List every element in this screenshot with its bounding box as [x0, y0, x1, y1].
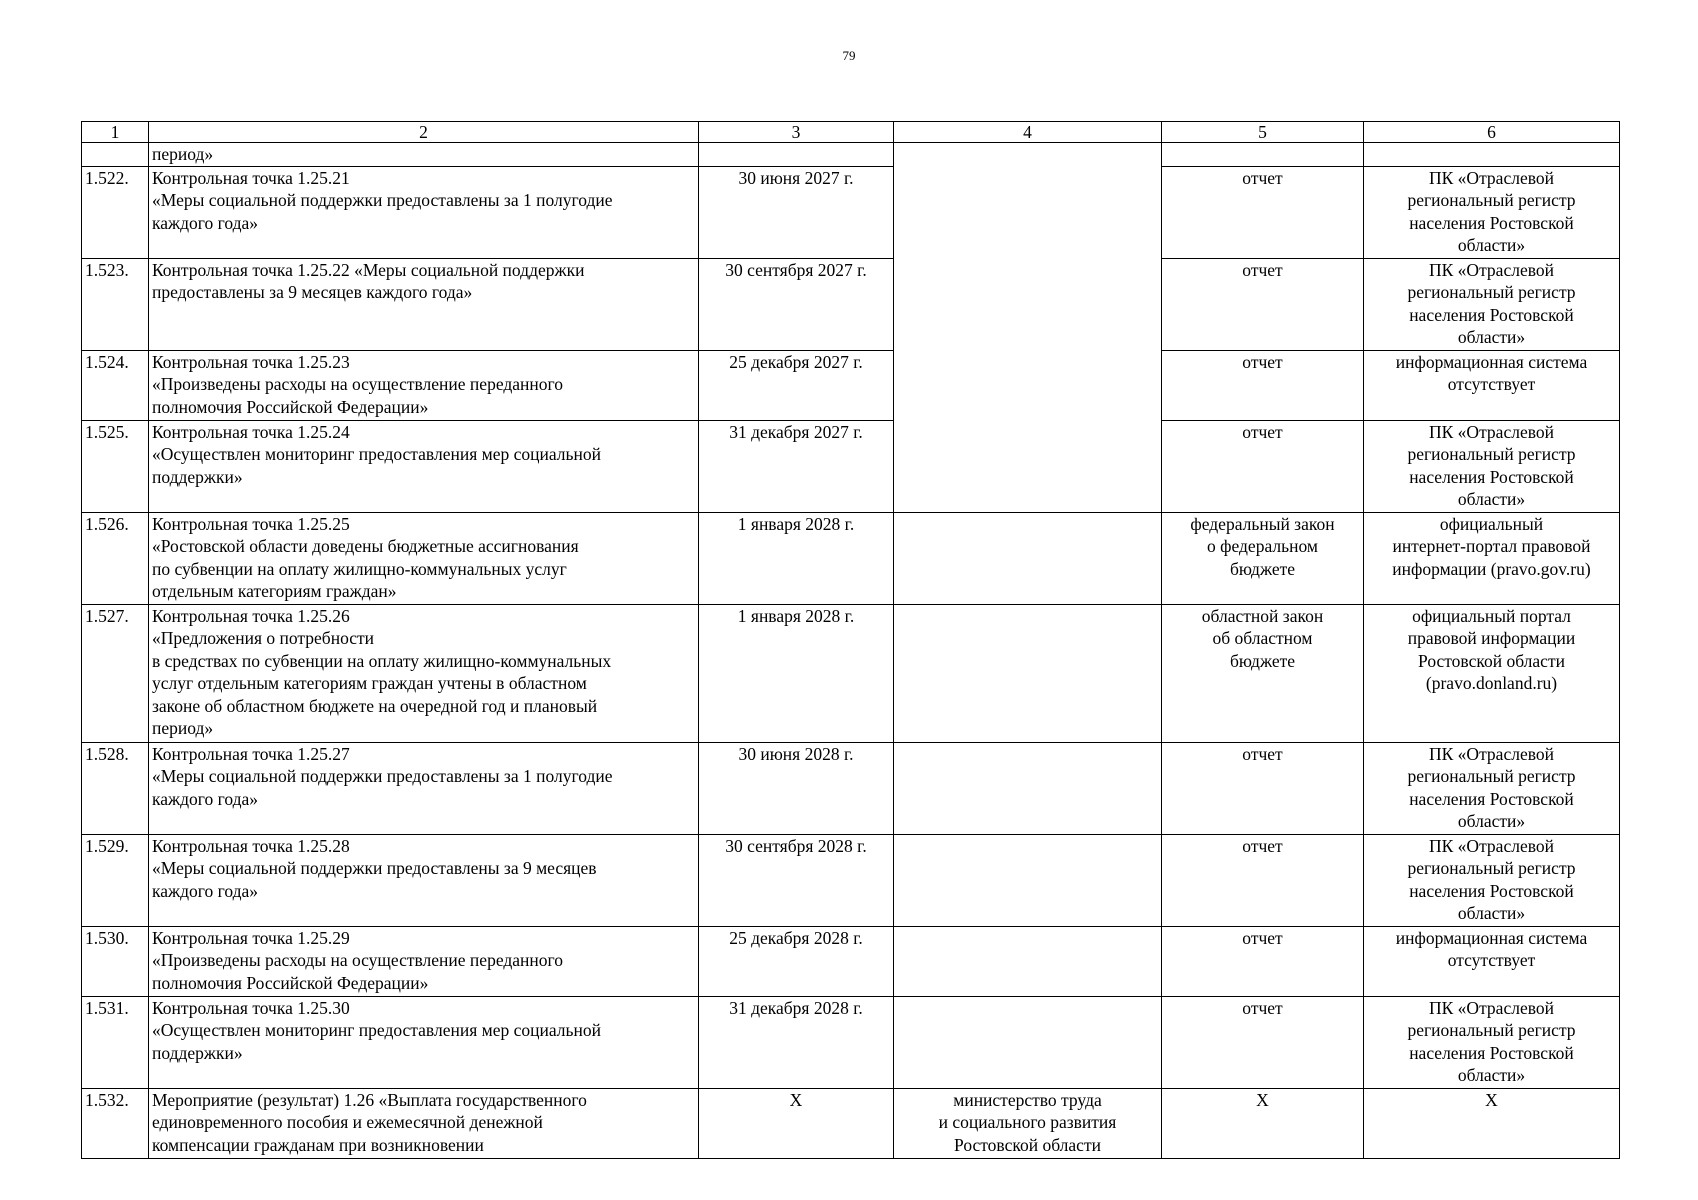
- info-system-cell-line: региональный регистр: [1407, 282, 1576, 302]
- document-cell: [1162, 166, 1364, 258]
- responsible-cell-line: Ростовской области: [954, 1134, 1101, 1155]
- description-cell-line: «Произведены расходы на осуществление переданного: [152, 950, 563, 970]
- info-system-cell-line: (pravo.donland.ru): [1425, 673, 1558, 693]
- responsible-cell-line: министерство труда: [953, 1089, 1102, 1110]
- description-cell: [149, 996, 699, 1088]
- description-cell: [149, 166, 699, 258]
- description-cell-line: Контрольная точка 1.25.21: [152, 167, 350, 188]
- document-cell-line: отчет: [1242, 835, 1283, 856]
- info-system-cell-line: информационная система: [1395, 927, 1588, 948]
- date-cell: 30 сентября 2027 г.: [699, 258, 894, 350]
- description-cell-line: «Меры социальной поддержки предоставлены за 9 месяцев: [152, 858, 597, 878]
- date-cell: [699, 143, 894, 167]
- row-number-cell: 1.522.: [82, 166, 149, 258]
- description-cell-line: полномочия Российской Федерации»: [152, 972, 429, 993]
- info-system-cell: [1364, 926, 1620, 996]
- info-system-cell-line: правовой информации: [1407, 628, 1576, 648]
- info-system-cell-line: области»: [1457, 811, 1526, 831]
- description-cell-line: «Ростовской области доведены бюджетные ассигнования: [152, 536, 579, 556]
- info-system-cell-line: интернет-портал правовой: [1392, 536, 1591, 556]
- description-cell: [149, 742, 699, 834]
- plan-table: [81, 121, 1620, 1159]
- responsible-cell: [894, 604, 1162, 742]
- date-cell: 31 декабря 2028 г.: [699, 996, 894, 1088]
- info-system-cell-line: ПК «Отраслевой: [1429, 997, 1554, 1018]
- date-cell: X: [699, 1088, 894, 1158]
- description-cell-line: Контрольная точка 1.25.24: [152, 421, 350, 442]
- table-row: [82, 926, 1620, 996]
- description-cell: [149, 420, 699, 512]
- info-system-cell-line: области»: [1457, 235, 1526, 255]
- description-cell-line: «Меры социальной поддержки предоставлены за 1 полугодие: [152, 766, 613, 786]
- info-system-cell-line: ПК «Отраслевой: [1429, 167, 1554, 188]
- info-system-cell: [1364, 742, 1620, 834]
- document-cell-line: отчет: [1242, 351, 1283, 372]
- document-cell-line: отчет: [1242, 421, 1283, 442]
- info-system-cell-line: населения Ростовской: [1409, 212, 1574, 233]
- responsible-cell: [894, 1088, 1162, 1158]
- row-number-cell: 1.529.: [82, 834, 149, 926]
- description-cell-line: отдельным категориям граждан»: [152, 581, 397, 601]
- description-cell: [149, 143, 699, 167]
- document-cell-line: отчет: [1242, 927, 1283, 948]
- info-system-cell: [1364, 143, 1620, 167]
- document-cell: [1162, 834, 1364, 926]
- header-col-1: 1: [82, 122, 149, 143]
- document-cell-line: бюджете: [1229, 558, 1296, 579]
- info-system-cell-line: населения Ростовской: [1409, 1042, 1574, 1063]
- info-system-cell: [1364, 1088, 1620, 1158]
- document-cell: [1162, 350, 1364, 420]
- description-cell-line: Мероприятие (результат) 1.26 «Выплата государственного: [152, 1089, 587, 1110]
- row-number-cell: 1.531.: [82, 996, 149, 1088]
- info-system-cell: [1364, 996, 1620, 1088]
- document-cell-line: отчет: [1242, 167, 1283, 188]
- row-number-cell: 1.526.: [82, 512, 149, 604]
- date-cell: 30 июня 2028 г.: [699, 742, 894, 834]
- table-row: [82, 1088, 1620, 1158]
- info-system-cell-line: региональный регистр: [1407, 190, 1576, 210]
- description-cell-line: Контрольная точка 1.25.28: [152, 835, 350, 856]
- description-cell-line: каждого года»: [152, 880, 259, 901]
- date-cell: 30 сентября 2028 г.: [699, 834, 894, 926]
- date-cell: 31 декабря 2027 г.: [699, 420, 894, 512]
- document-cell: [1162, 420, 1364, 512]
- responsible-cell: [894, 512, 1162, 604]
- table-row: [82, 512, 1620, 604]
- document-cell: [1162, 512, 1364, 604]
- header-col-2: 2: [149, 122, 699, 143]
- header-col-3: 3: [699, 122, 894, 143]
- description-cell-line: единовременного пособия и ежемесячной денежной: [152, 1112, 543, 1132]
- responsible-cell: [894, 996, 1162, 1088]
- info-system-cell: [1364, 512, 1620, 604]
- row-number-cell: 1.530.: [82, 926, 149, 996]
- description-cell-line: законе об областном бюджете на очередной год и плановый: [152, 695, 598, 716]
- info-system-cell-line: X: [1485, 1089, 1498, 1110]
- info-system-cell-line: населения Ростовской: [1409, 788, 1574, 809]
- info-system-cell: [1364, 604, 1620, 742]
- responsible-cell-line: и социального развития: [938, 1112, 1117, 1132]
- info-system-cell: [1364, 258, 1620, 350]
- description-cell: [149, 512, 699, 604]
- info-system-cell-line: информационная система: [1395, 351, 1588, 372]
- description-cell-line: поддержки»: [152, 1042, 243, 1063]
- description-cell-line: Контрольная точка 1.25.23: [152, 351, 350, 372]
- row-number-cell: 1.528.: [82, 742, 149, 834]
- table-row: [82, 604, 1620, 742]
- info-system-cell-line: области»: [1457, 1065, 1526, 1085]
- info-system-cell-line: региональный регистр: [1407, 858, 1576, 878]
- table-row: [82, 834, 1620, 926]
- date-cell: 25 декабря 2028 г.: [699, 926, 894, 996]
- date-cell: 30 июня 2027 г.: [699, 166, 894, 258]
- row-number-cell: 1.525.: [82, 420, 149, 512]
- document-cell-line: бюджете: [1229, 650, 1296, 671]
- table-body: [82, 143, 1620, 1159]
- page-number: 79: [842, 48, 856, 63]
- header-col-4: 4: [894, 122, 1162, 143]
- document-cell-line: отчет: [1242, 259, 1283, 280]
- header-col-5: 5: [1162, 122, 1364, 143]
- description-cell-line: Контрольная точка 1.25.30: [152, 997, 350, 1018]
- document-cell: [1162, 926, 1364, 996]
- table-row: [82, 996, 1620, 1088]
- description-cell: [149, 258, 699, 350]
- info-system-cell-line: ПК «Отраслевой: [1429, 421, 1554, 442]
- table-row: [82, 742, 1620, 834]
- description-cell-line: в средствах по субвенции на оплату жилищно-коммунальных: [152, 650, 612, 671]
- document-cell: [1162, 258, 1364, 350]
- description-cell-line: поддержки»: [152, 466, 243, 487]
- info-system-cell-line: региональный регистр: [1407, 1020, 1576, 1040]
- row-number-cell: 1.523.: [82, 258, 149, 350]
- description-cell-line: Контрольная точка 1.25.25: [152, 513, 350, 534]
- description-cell-line: Контрольная точка 1.25.27: [152, 743, 350, 764]
- description-cell-line: каждого года»: [152, 788, 259, 809]
- description-cell-line: период»: [152, 718, 214, 738]
- table-row: [82, 420, 1620, 512]
- info-system-cell-line: области»: [1457, 903, 1526, 923]
- table-row: [82, 350, 1620, 420]
- document-cell-line: областной закон: [1201, 605, 1324, 626]
- info-system-cell: [1364, 420, 1620, 512]
- document-cell: [1162, 742, 1364, 834]
- row-number-cell: 1.527.: [82, 604, 149, 742]
- description-cell-line: предоставлены за 9 месяцев каждого года»: [152, 282, 473, 302]
- description-cell: [149, 1088, 699, 1158]
- description-cell-line: каждого года»: [152, 212, 259, 233]
- document-cell-line: отчет: [1242, 997, 1283, 1018]
- document-cell-line: X: [1256, 1089, 1269, 1110]
- responsible-cell: [894, 926, 1162, 996]
- description-cell-line: Контрольная точка 1.25.22 «Меры социальной поддержки: [152, 259, 585, 280]
- description-cell-line: услуг отдельным категориям граждан учтены в областном: [152, 673, 587, 693]
- description-cell: [149, 604, 699, 742]
- info-system-cell-line: Ростовской области: [1418, 650, 1565, 671]
- info-system-cell-line: региональный регистр: [1407, 766, 1576, 786]
- header-col-6: 6: [1364, 122, 1620, 143]
- info-system-cell-line: официальный портал: [1412, 605, 1571, 626]
- info-system-cell-line: региональный регистр: [1407, 444, 1576, 464]
- description-cell: [149, 350, 699, 420]
- description-cell-line: компенсации гражданам при возникновении: [152, 1134, 484, 1155]
- document-cell-line: о федеральном: [1207, 536, 1318, 556]
- document-cell: [1162, 1088, 1364, 1158]
- info-system-cell-line: ПК «Отраслевой: [1429, 835, 1554, 856]
- info-system-cell-line: ПК «Отраслевой: [1429, 743, 1554, 764]
- info-system-cell-line: отсутствует: [1447, 374, 1536, 394]
- row-number-cell: [82, 143, 149, 167]
- date-cell: 25 декабря 2027 г.: [699, 350, 894, 420]
- info-system-cell: [1364, 350, 1620, 420]
- document-cell-line: отчет: [1242, 743, 1283, 764]
- date-cell: 1 января 2028 г.: [699, 512, 894, 604]
- description-cell-line: по субвенции на оплату жилищно-коммунальных услуг: [152, 558, 567, 579]
- table-row: [82, 166, 1620, 258]
- document-cell-line: федеральный закон: [1190, 513, 1335, 534]
- description-cell-line: «Произведены расходы на осуществление переданного: [152, 374, 563, 394]
- description-cell-line: период»: [152, 144, 214, 164]
- info-system-cell-line: отсутствует: [1447, 950, 1536, 970]
- info-system-cell-line: области»: [1457, 327, 1526, 347]
- info-system-cell-line: информации (pravo.gov.ru): [1392, 558, 1591, 579]
- table-row: [82, 143, 1620, 167]
- description-cell-line: «Предложения о потребности: [152, 628, 375, 648]
- table-row: [82, 258, 1620, 350]
- description-cell-line: Контрольная точка 1.25.29: [152, 927, 350, 948]
- row-number-cell: 1.524.: [82, 350, 149, 420]
- document-cell-line: об областном: [1212, 628, 1313, 648]
- document-cell: [1162, 604, 1364, 742]
- description-cell-line: Контрольная точка 1.25.26: [152, 605, 350, 626]
- description-cell-line: «Меры социальной поддержки предоставлены за 1 полугодие: [152, 190, 613, 210]
- description-cell-line: полномочия Российской Федерации»: [152, 396, 429, 417]
- date-cell: 1 января 2028 г.: [699, 604, 894, 742]
- document-cell: [1162, 996, 1364, 1088]
- info-system-cell-line: населения Ростовской: [1409, 304, 1574, 325]
- info-system-cell-line: ПК «Отраслевой: [1429, 259, 1554, 280]
- responsible-cell: [894, 834, 1162, 926]
- info-system-cell-line: населения Ростовской: [1409, 466, 1574, 487]
- info-system-cell-line: области»: [1457, 489, 1526, 509]
- row-number-cell: 1.532.: [82, 1088, 149, 1158]
- responsible-cell: [894, 742, 1162, 834]
- responsible-cell: [894, 143, 1162, 513]
- info-system-cell-line: населения Ростовской: [1409, 880, 1574, 901]
- description-cell-line: «Осуществлен мониторинг предоставления мер социальной: [152, 1020, 601, 1040]
- info-system-cell: [1364, 166, 1620, 258]
- info-system-cell-line: официальный: [1439, 513, 1544, 534]
- document-cell: [1162, 143, 1364, 167]
- info-system-cell: [1364, 834, 1620, 926]
- description-cell-line: «Осуществлен мониторинг предоставления мер социальной: [152, 444, 601, 464]
- description-cell: [149, 926, 699, 996]
- header-row: [82, 122, 1620, 143]
- description-cell: [149, 834, 699, 926]
